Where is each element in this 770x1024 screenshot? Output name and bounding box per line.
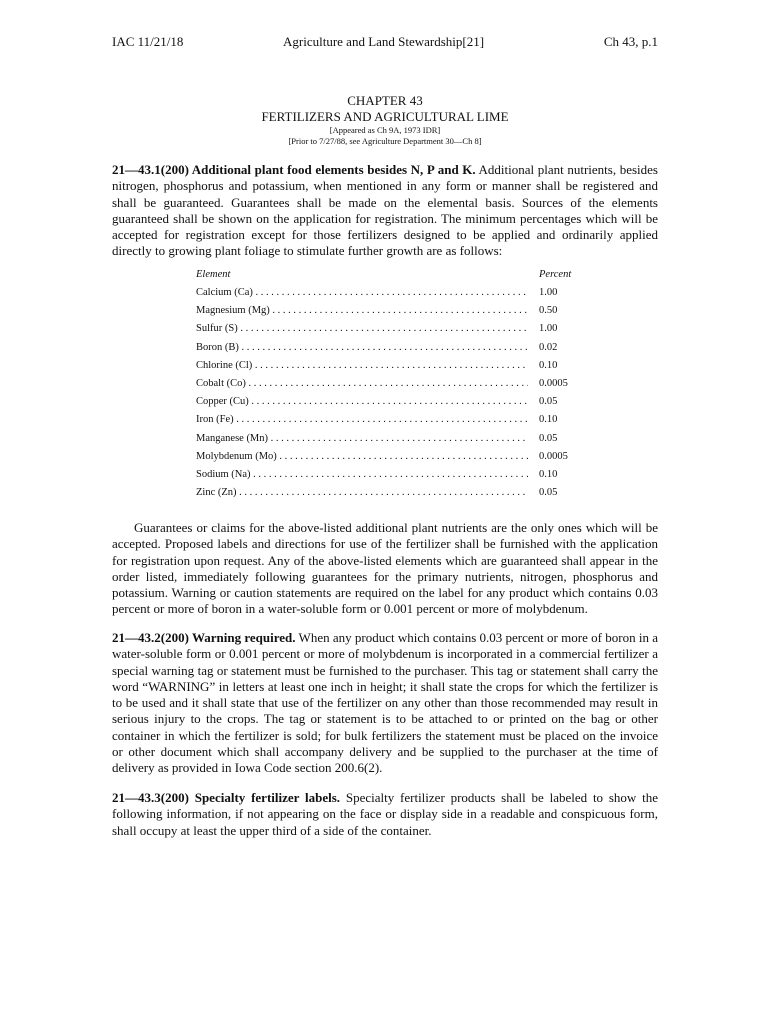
element-name: Copper (Cu) . . . — [196, 396, 528, 407]
table-row — [196, 287, 586, 305]
rule-43-3-heading: 21—43.3(200) Specialty fertilizer labels. — [112, 790, 341, 805]
minimum-percent: 1.00 — [539, 287, 558, 298]
rule-43-1 — [112, 162, 658, 260]
minimum-percent: 0.10 — [539, 468, 558, 480]
minimum-percent: 0.05 — [539, 396, 558, 408]
element-name: Chlorine (Cl) . . . — [196, 360, 528, 371]
chapter-history-note: [Appeared as Ch 9A, 1973 IDR] — [329, 125, 441, 135]
table-row — [196, 360, 586, 378]
element-name: Magnesium (Mg) . . . — [196, 305, 528, 316]
element-name: Molybdenum (Mo) . . . — [196, 451, 528, 462]
header-page: Ch 43, p.1 — [603, 34, 658, 49]
minimum-percent: 1.00 — [539, 323, 558, 335]
minimum-percent: 0.0005 — [539, 377, 568, 389]
element-name: Calcium (Ca) . . . — [196, 287, 528, 298]
minimum-percent: 0.05 — [539, 487, 558, 499]
column-header-percent: Percent — [539, 269, 572, 280]
table-row — [196, 414, 586, 432]
minimum-percent: 0.05 — [539, 432, 558, 444]
rule-43-3-text: Specialty fertilizer products shall be labeled to show the following information, if not appearing on the face or display side in a readable and conspicuous form, shall occupy at least the upper third of a side of the container. — [112, 790, 658, 838]
element-name: Manganese (Mn) . . . — [196, 433, 528, 444]
minimum-percent: 0.10 — [539, 359, 558, 371]
table-row — [196, 323, 586, 341]
rule-43-2 — [112, 630, 658, 777]
minimum-percent: 0.02 — [539, 341, 558, 353]
table-row — [196, 378, 586, 396]
element-name: Cobalt (Co) . . . — [196, 378, 528, 389]
minimum-percent: 0.0005 — [539, 450, 568, 462]
table-row — [196, 451, 586, 469]
column-header-element: Element — [196, 269, 231, 280]
element-name: Sulfur (S) . . . — [196, 323, 528, 334]
table-row — [196, 305, 586, 323]
chapter-title: FERTILIZERS AND AGRICULTURAL LIME — [261, 109, 509, 124]
header-date: IAC 11/21/18 — [112, 34, 184, 49]
chapter-number: CHAPTER 43 — [347, 93, 423, 108]
minimum-percent: 0.10 — [539, 414, 558, 426]
nutrient-table — [196, 269, 586, 505]
table-body — [196, 287, 586, 505]
table-row — [196, 487, 586, 505]
element-name: Sodium (Na) . . . — [196, 469, 528, 480]
table-row — [196, 342, 586, 360]
rule-43-1-text: Additional plant nutrients, besides nitrogen, phosphorus and potassium, when mentioned in any form or manner shall be registered and shall be guaranteed. Guarantees shall be made on the elemental basis. Sources of the elements guaranteed shall be shown on the application for registration. The minimum percentages which will be accepted for registration except for those fertilizers designed to be applied and ordinarily applied directly to growing plant foliage to stimulate further growth are as follows: — [112, 162, 658, 259]
minimum-percent: 0.50 — [539, 305, 558, 317]
rule-43-2-text: When any product which contains 0.03 percent or more of boron in a water-soluble form or 0.001 percent or more of molybdenum is incorporated in a commercial fertilizer a special warning tag or statement must be furnished to the purchaser. This tag or statement shall carry the word “WARNING” in letters at least one inch in height; it shall state the crops for which the fertilizer is to be used and it shall state that use of the fertilizer on any other than those recommended may result in serious injury to the crops. The tag or statement is to be attached to or printed on the bag or other container in which the fertilizer is sold; for bulk fertilizers the statement must be placed on the invoice or other document which shall accompany delivery and be supplied to the purchaser at the time of delivery as provided in Iowa Code section 200.6(2). — [112, 630, 658, 776]
table-row — [196, 469, 586, 487]
rule-43-1-heading: 21—43.1(200) Additional plant food elements besides N, P and K. — [112, 162, 476, 177]
element-name: Boron (B) . . . — [196, 342, 528, 353]
rule-43-2-heading: 21—43.2(200) Warning required. — [112, 630, 296, 645]
chapter-prior-note: [Prior to 7/27/88, see Agriculture Department 30—Ch 8] — [288, 136, 482, 146]
chapter-heading — [112, 93, 658, 147]
element-name: Zinc (Zn) . . . — [196, 487, 528, 498]
guarantees-paragraph: Guarantees or claims for the above-listed additional plant nutrients are the only ones which will be accepted. Proposed labels and directions for use of the fertilizer shall be furnished with the application for registration upon request. Any of the above-listed elements which are guaranteed shall appear in the order listed, immediately following guarantees for the primary nutrients, nitrogen, phosphorus and potassium. Warning or caution statements are required on the label for any product which contains 0.03 percent or more of boron in a water-soluble form or 0.001 percent or more of molybdenum. — [112, 520, 658, 617]
element-name: Iron (Fe) . . . — [196, 414, 528, 425]
header-agency: Agriculture and Land Stewardship[21] — [283, 34, 485, 49]
table-row — [196, 433, 586, 451]
rule-43-3 — [112, 790, 658, 839]
table-row — [196, 396, 586, 414]
table-header — [196, 269, 586, 287]
